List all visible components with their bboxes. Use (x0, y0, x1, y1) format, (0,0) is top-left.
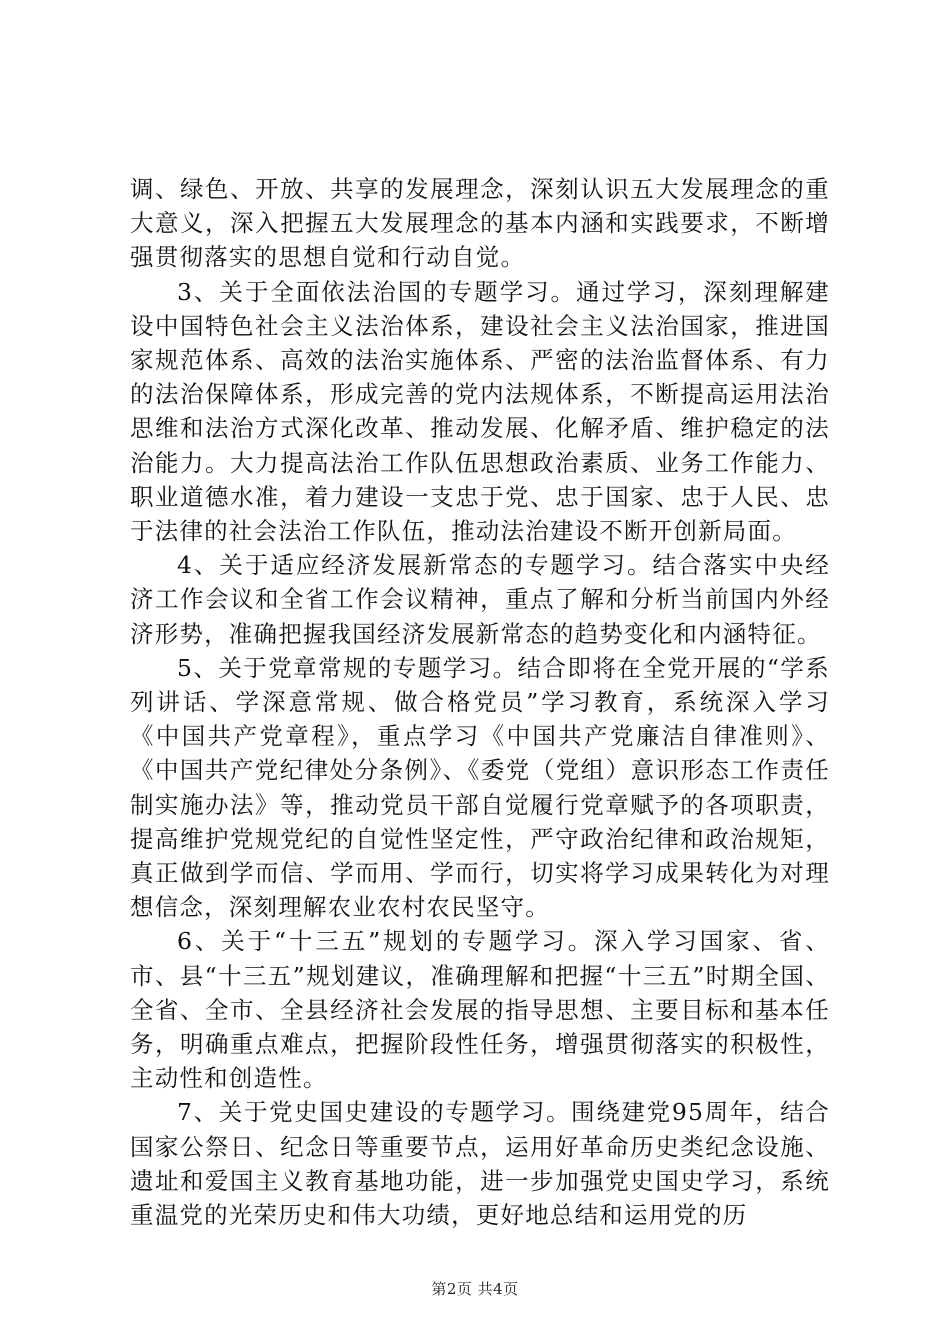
page-number-footer: 第2页 共4页 (431, 1280, 519, 1298)
paragraph-item-3: 3、关于全面依法治国的专题学习。通过学习，深刻理解建设中国特色社会主义法治体系，建设社会主义法治国家，推进国家规范体系、高效的法治实施体系、严密的法治监督体系、有力的法治保障体系，形成完善的党内法规体系，不断提高运用法治思维和法治方式深化改革、推动发展、化解矛盾、维护稳定的法治能力。大力提高法治工作队伍思想政治素质、业务工作能力、职业道德水准，着力建设一支忠于党、忠于国家、忠于人民、忠于法律的社会法治工作队伍，推动法治建设不断开创新局面。 (130, 277, 830, 546)
paragraph-item-7: 7、关于党史国史建设的专题学习。围绕建党95周年，结合国家公祭日、纪念日等重要节点，运用好革命历史类纪念设施、遗址和爱国主义教育基地功能，进一步加强党史国史学习，系统重温党的光荣历史和伟大功绩，更好地总结和运用党的历 (130, 1098, 830, 1230)
paragraph-item-5: 5、关于党章常规的专题学习。结合即将在全党开展的“学系列讲话、学深意常规、做合格党员”学习教育，系统深入学习《中国共产党章程》，重点学习《中国共产党廉洁自律准则》、《中国共产党纪律处分条例》、《委党（党组）意识形态工作责任制实施办法》等，推动党员干部自觉履行党章赋予的各项职责，提高维护党规党纪的自觉性坚定性，严守政治纪律和政治规矩，真正做到学而信、学而用、学而行，切实将学习成果转化为对理想信念，深刻理解农业农村农民坚守。 (130, 653, 830, 922)
document-body (130, 172, 830, 1232)
paragraph-item-4: 4、关于适应经济发展新常态的专题学习。结合落实中央经济工作会议和全省工作会议精神，重点了解和分析当前国内外经济形势，准确把握我国经济发展新常态的趋势变化和内涵特征。 (130, 551, 830, 648)
paragraph-item-6: 6、关于“十三五”规划的专题学习。深入学习国家、省、市、县“十三五”规划建议，准确理解和把握“十三五”时期全国、全省、全市、全县经济社会发展的指导思想、主要目标和基本任务，明确重点难点，把握阶段性任务，增强贯彻落实的积极性，主动性和创造性。 (130, 927, 830, 1093)
paragraph-continuation: 调、绿色、开放、共享的发展理念，深刻认识五大发展理念的重大意义，深入把握五大发展理念的基本内涵和实践要求，不断增强贯彻落实的思想自觉和行动自觉。 (130, 175, 830, 272)
